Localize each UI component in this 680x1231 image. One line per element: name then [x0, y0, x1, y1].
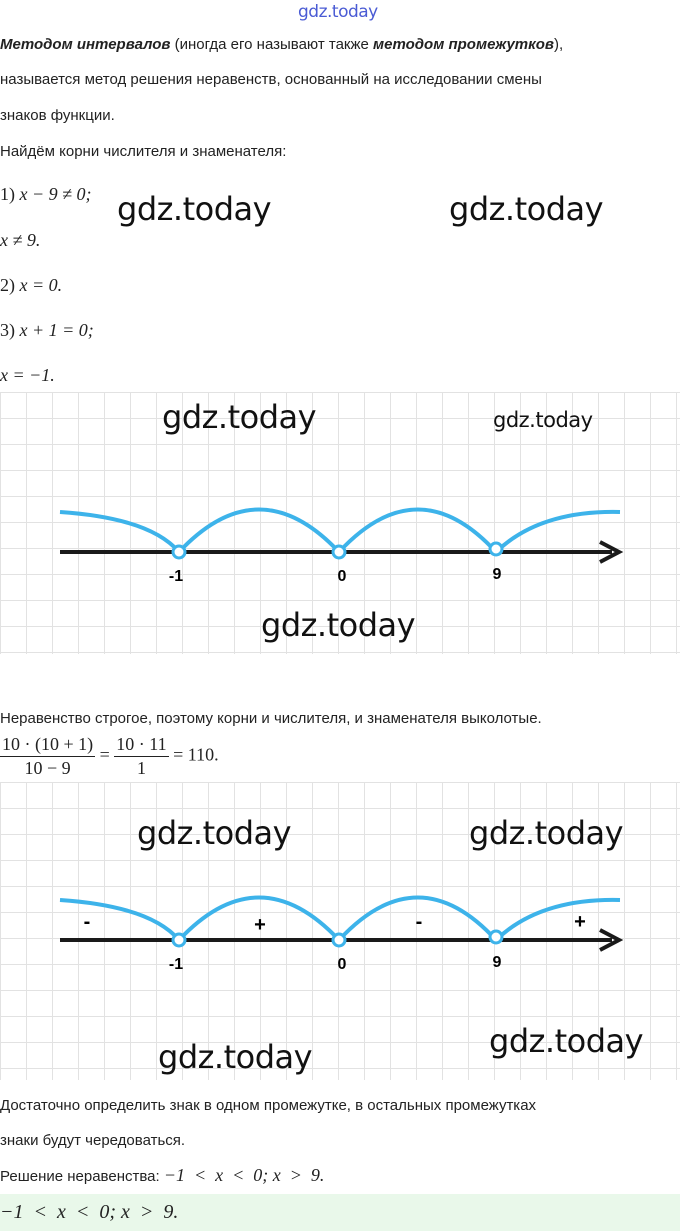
calc-result: = 110. — [173, 744, 219, 765]
step-3-label: 3) — [0, 320, 15, 340]
step-3-result-text: x = −1. — [0, 365, 55, 385]
watermark: gdz.today — [162, 398, 317, 436]
fraction-1-numerator: 10 · (10 + 1) — [0, 734, 95, 757]
conclusion-line-1: Достаточно определить знак в одном промежутке, в остальных промежутках — [0, 1097, 537, 1114]
open-point — [490, 543, 502, 555]
point-label: 0 — [337, 956, 347, 973]
sign-label: + — [574, 911, 586, 933]
sign-arc — [496, 512, 620, 552]
watermark: gdz.today — [117, 190, 272, 228]
step-2-equation: x = 0. — [19, 275, 63, 295]
step-3-equation: x + 1 = 0; — [19, 320, 94, 340]
sign-arc — [60, 900, 179, 940]
sign-arc — [496, 900, 620, 940]
answer-expression: −1 < x < 0; x > 9. — [0, 1201, 179, 1223]
open-point — [173, 934, 185, 946]
point-label: -1 — [168, 956, 184, 973]
intro-text-2: ), — [553, 36, 564, 53]
step-1-label: 1) — [0, 184, 15, 204]
point-label: 0 — [337, 568, 347, 585]
strict-note: Неравенство строгое, поэтому корни и числителя, и знаменателя выколотые. — [0, 710, 542, 727]
watermark: gdz.today — [158, 1038, 313, 1076]
intro-line-3: знаков функции. — [0, 107, 115, 124]
step-1 — [0, 184, 92, 205]
watermark: gdz.today — [469, 814, 624, 852]
sign-arc — [60, 512, 179, 552]
fraction-2-numerator: 10 · 11 — [114, 734, 168, 757]
fraction-2 — [114, 734, 168, 779]
watermark: gdz.today — [261, 606, 416, 644]
step-2-label: 2) — [0, 275, 15, 295]
watermark: gdz.today — [493, 408, 593, 432]
equals-sign: = — [99, 744, 110, 765]
point-label: 9 — [492, 954, 502, 971]
step-1-equation: x − 9 ≠ 0; — [19, 184, 92, 204]
conclusion-line-2: знаки будут чередоваться. — [0, 1132, 186, 1149]
fraction-1-denominator: 10 − 9 — [24, 758, 71, 778]
intro-line-1 — [0, 36, 563, 53]
step-1-result — [0, 230, 40, 251]
step-3 — [0, 320, 94, 341]
step-1-result-text: x ≠ 9. — [0, 230, 41, 250]
sign-arc — [339, 510, 496, 553]
roots-heading: Найдём корни числителя и знаменателя: — [0, 143, 287, 160]
point-label: -1 — [168, 568, 184, 585]
term-interval-method: Методом интервалов — [0, 36, 171, 53]
open-point — [333, 546, 345, 558]
solution-label: Решение неравенства: — [0, 1168, 160, 1185]
number-line-diagram-2 — [0, 782, 680, 1080]
intro-text-1: (иногда его называют также — [170, 36, 374, 53]
point-label: 9 — [492, 566, 502, 583]
step-3-result — [0, 365, 55, 386]
answer-box — [0, 1194, 680, 1231]
watermark: gdz.today — [489, 1022, 644, 1060]
term-gap-method: методом промежутков — [373, 36, 554, 53]
fraction-1 — [0, 734, 95, 779]
sign-label: - — [415, 911, 423, 933]
watermark: gdz.today — [449, 190, 604, 228]
sign-label: - — [83, 911, 91, 933]
step-2 — [0, 275, 62, 296]
intro-line-2: называется метод решения неравенств, основанный на исследовании смены — [0, 71, 542, 88]
sign-label: + — [254, 914, 266, 936]
open-point — [490, 931, 502, 943]
solution-expression: −1 < x < 0; x > 9. — [163, 1165, 325, 1185]
calculation — [0, 734, 219, 779]
site-watermark-top: gdz.today — [298, 2, 378, 22]
watermark: gdz.today — [137, 814, 292, 852]
sign-arc — [179, 510, 339, 553]
open-point — [333, 934, 345, 946]
fraction-2-denominator: 1 — [136, 758, 146, 778]
number-line-diagram-1 — [0, 392, 680, 654]
answer-text — [0, 1201, 178, 1224]
open-point — [173, 546, 185, 558]
solution-line — [0, 1165, 324, 1186]
